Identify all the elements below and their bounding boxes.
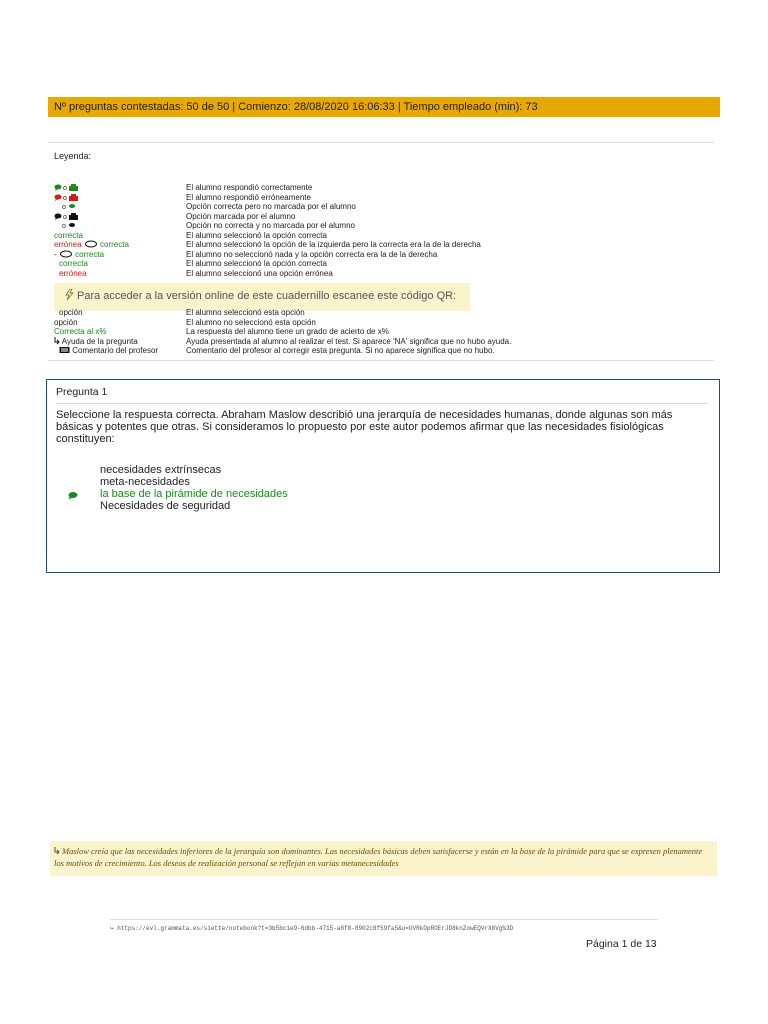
- legend-symbol: correcta: [54, 230, 83, 240]
- option-label: meta-necesidades: [100, 476, 190, 488]
- unmarked-option-icon: [54, 221, 94, 230]
- legend-description: Opción no correcta y no marcada por el alumno: [186, 221, 355, 230]
- legend-symbol: opción: [54, 317, 78, 327]
- legend-symbol-wrong: errónea: [54, 240, 82, 249]
- legend-symbol-correct: correcta: [75, 249, 105, 259]
- legend-symbol: Correcta al x%: [54, 327, 107, 336]
- feedback-note: [50, 841, 717, 876]
- svg-text:o: o: [62, 223, 66, 230]
- legend-description: El alumno seleccionó la opción correcta: [186, 259, 327, 268]
- legend-description: El alumno seleccionó la opción de la izquierda pero la correcta era la de la derecha: [186, 240, 481, 249]
- correct-unmarked-icon: [54, 202, 94, 211]
- legend-description: El alumno respondió correctamente: [186, 183, 313, 192]
- option-label: necesidades extrínsecas: [100, 464, 222, 476]
- legend-symbol: [54, 337, 182, 347]
- legend-description: Comentario del profesor al corregir esta pregunta. Si no aparece significa que no hubo.: [186, 346, 495, 355]
- legend-symbol-correct: correcta: [100, 240, 129, 249]
- legend-description: Opción marcada por el alumno: [186, 211, 296, 221]
- wrong-answered-icon: [54, 193, 94, 202]
- svg-text:o: o: [62, 204, 66, 211]
- divider: [48, 360, 714, 361]
- svg-text:o: o: [63, 213, 67, 221]
- legend-description: El alumno respondió erróneamente: [186, 192, 311, 202]
- status-bar: [48, 97, 720, 117]
- legend-symbol: [54, 240, 182, 250]
- qr-notice-text: Para acceder a la versión online de este cuadernillo escanee este código QR:: [77, 290, 457, 302]
- correct-answered-icon: [54, 183, 94, 192]
- option: [100, 476, 190, 488]
- legend-description: El alumno seleccionó la opción correcta: [186, 230, 327, 240]
- legend-symbol: errónea: [59, 268, 87, 278]
- question-card: [46, 379, 720, 573]
- legend-symbol-none: -: [54, 249, 57, 259]
- option: [100, 464, 221, 476]
- legend-description: La respuesta del alumno tiene un grado de acierto de x%: [186, 327, 389, 336]
- pointer-icon: [64, 289, 74, 300]
- oval-icon: [84, 240, 98, 248]
- svg-text:o: o: [63, 185, 67, 192]
- divider: [48, 142, 714, 143]
- page-number: Página 1 de 13: [586, 938, 657, 950]
- option-selected: [100, 488, 288, 500]
- feedback-text: Maslow creía que las necesidades inferiores de la jerarquía son dominantes. Las necesidades básicas deben satisfacerse y están en la base de la pirámide para que se expresen plenamente los motivos de crecimiento. Los deseos de realización personal se reflejan en varias metanecesidades: [54, 846, 703, 868]
- legend-symbol-text: Ayuda de la pregunta: [61, 336, 138, 346]
- correct-answered-icon: [67, 491, 79, 500]
- divider: [56, 403, 708, 404]
- option: [100, 500, 230, 512]
- status-text: Nº preguntas contestadas: 50 de 50 | Comienzo: 28/08/2020 16:06:33 | Tiempo empleado (min): 73: [54, 101, 538, 113]
- legend-description: El alumno seleccionó esta opción: [186, 308, 305, 317]
- question-title: Pregunta 1: [56, 386, 108, 398]
- legend-symbol: [54, 346, 187, 356]
- legend-title: Leyenda:: [54, 151, 92, 161]
- comment-icon: [59, 346, 70, 354]
- legend-symbol: [54, 250, 182, 260]
- option-label: la base de la pirámide de necesidades: [100, 488, 288, 500]
- help-arrow-icon: [54, 337, 60, 345]
- divider: [110, 919, 658, 920]
- marked-option-icon: [54, 212, 94, 221]
- legend-description: El alumno no seleccionó esta opción: [186, 317, 316, 327]
- oval-icon: [59, 250, 73, 258]
- question-text: Seleccione la respuesta correcta. Abraham Maslow describió una jerarquía de necesidades humanas, donde algunas son más básicas y potentes que otras. Si consideramos lo propuesto por este autor podemos afirmar que las necesidades fisiológicas constituyen:: [56, 409, 673, 445]
- option-label: Necesidades de seguridad: [100, 500, 231, 512]
- legend-symbol-text: Comentario del profesor: [72, 346, 159, 355]
- legend-symbol: correcta: [59, 259, 88, 268]
- legend-description: El alumno seleccionó una opción errónea: [186, 268, 333, 278]
- help-arrow-icon: [54, 847, 60, 855]
- footer-url: [110, 925, 513, 932]
- link-icon: ↪: [110, 925, 118, 932]
- qr-notice: [54, 283, 470, 311]
- legend-description: Opción correcta pero no marcada por el alumno: [186, 202, 356, 211]
- svg-text:o: o: [63, 194, 67, 202]
- legend-description: Ayuda presentada al alumno al realizar el test. Si aparece 'NA' significa que no hubo ayuda.: [186, 336, 512, 346]
- legend-symbol: opción: [59, 308, 83, 317]
- legend-description: El alumno no seleccionó nada y la opción correcta era la de la derecha: [186, 249, 438, 259]
- footer-url-text: https://evl.grammata.es/siette/notebook?t=3b5bc1e9-6dbb-4715-a8f8-8902c8f59fa5&u=UVRkDpROErJD8knZowEQVrX8Vg%3D: [117, 925, 514, 932]
